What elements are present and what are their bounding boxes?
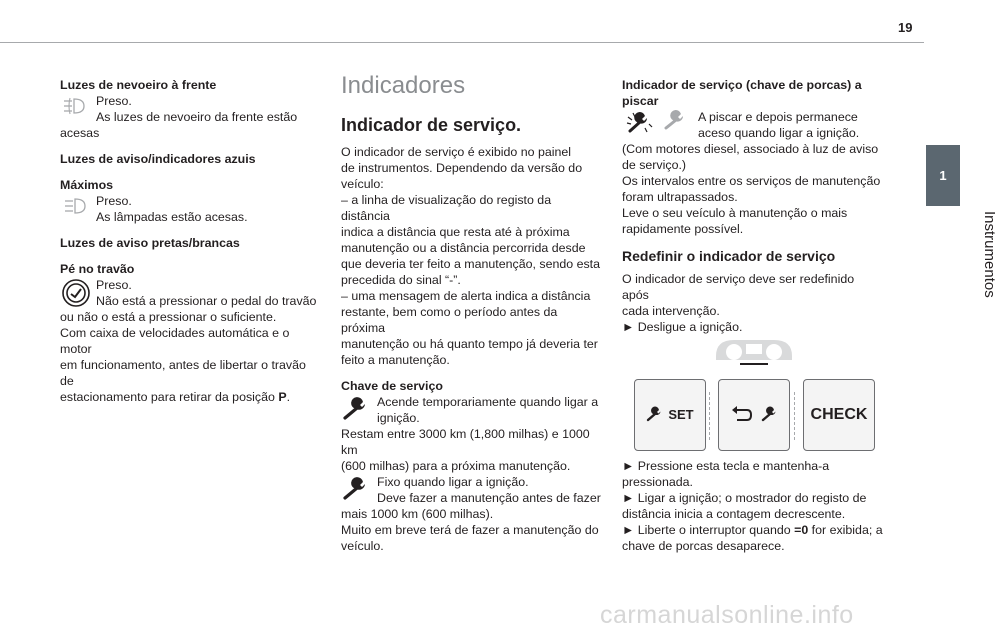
intro-line: manutenção ou há quanto tempo já deveria ter: [341, 337, 598, 351]
section-title: Indicadores: [341, 72, 466, 99]
check-button[interactable]: [803, 379, 875, 451]
step-line: [622, 522, 884, 538]
blue-warning-heading: Luzes de aviso/indicadores azuis: [60, 152, 256, 166]
key-a-text-1: Acende temporariamente quando ligar a: [377, 395, 599, 409]
brake-text-4: Com caixa de velocidades automática e o motor: [60, 326, 290, 356]
step-release-end: for exibida; a: [808, 523, 883, 537]
reset-text-2: cada intervenção.: [622, 304, 720, 318]
fog-lights-entry: [60, 93, 320, 141]
column-right: [622, 77, 884, 335]
front-fog-icon: [60, 95, 90, 117]
blink-text-1: A piscar e depois permanece: [698, 110, 858, 124]
dashboard-icon: [712, 336, 796, 370]
service-key-heading: Chave de serviço: [341, 379, 443, 393]
wrench-icon: [341, 398, 371, 422]
step-line: chave de porcas desaparece.: [622, 539, 785, 553]
step-line: pressionada.: [622, 475, 693, 489]
service-key-temporary: [341, 394, 603, 474]
chapter-title: Instrumentos: [981, 211, 998, 298]
intro-line: veículo:: [341, 177, 384, 191]
fog-text-1: Preso.: [96, 94, 132, 108]
brake-pedal-entry: [60, 277, 320, 405]
park-position: P: [278, 390, 287, 404]
wrench-icon: [761, 408, 779, 422]
brake-pedal-icon: [60, 278, 92, 308]
brake-text-5: em funcionamento, antes de libertar o travão de: [60, 358, 306, 388]
blink-text-2: aceso quando ligar a ignição.: [698, 126, 860, 140]
step-release: ► Liberte o interruptor quando: [622, 523, 795, 537]
key-a-text-2: ignição.: [377, 411, 420, 425]
reset-steps: [622, 458, 884, 554]
key-a-text-4: (600 milhas) para a próxima manutenção.: [341, 459, 571, 473]
black-warning-heading: Luzes de aviso pretas/brancas: [60, 236, 240, 250]
key-b-text-1: Fixo quando ligar a ignição.: [377, 475, 529, 489]
reset-heading: Redefinir o indicador de serviço: [622, 248, 836, 264]
blink-text-6: foram ultrapassados.: [622, 190, 738, 204]
reset-step-ignition-off: ► Desligue a ignição.: [622, 320, 743, 334]
blink-text-7: Leve o seu veículo à manutenção o mais: [622, 206, 848, 220]
header-rule: [0, 42, 924, 43]
blink-text-8: rapidamente possível.: [622, 222, 744, 236]
intro-line: O indicador de serviço é exibido no painel: [341, 145, 572, 159]
intro-line: precedida do sinal “-”.: [341, 273, 461, 287]
step-line: distância inicia a contagem decrescente.: [622, 507, 846, 521]
high-beam-entry: [60, 193, 320, 225]
fog-lights-heading: Luzes de nevoeiro à frente: [60, 78, 217, 92]
wrench-icon: [341, 478, 371, 502]
step-line: ► Pressione esta tecla e mantenha-a: [622, 459, 830, 473]
page-number: 19: [898, 20, 913, 35]
service-key-fixed: [341, 474, 603, 554]
brake-dot: .: [286, 390, 291, 404]
blink-text-5: Os intervalos entre os serviços de manutenção: [622, 174, 881, 188]
return-wrench-button[interactable]: [718, 379, 790, 451]
zero-value: =0: [794, 523, 809, 537]
brake-text-6a: estacionamento para retirar da posição: [60, 390, 279, 404]
fog-text-2: As luzes de nevoeiro da frente estão: [96, 110, 298, 124]
key-b-text-3: mais 1000 km (600 milhas).: [341, 507, 494, 521]
separator: [709, 392, 710, 440]
reset-text-1: O indicador de serviço deve ser redefinido após: [622, 272, 855, 302]
separator: [794, 392, 795, 440]
brake-pedal-heading: Pé no travão: [60, 262, 135, 276]
brake-text-1: Preso.: [96, 278, 132, 292]
return-arrow-icon: [729, 406, 753, 424]
service-intro: [341, 144, 603, 368]
intro-line: feito a manutenção.: [341, 353, 450, 367]
blink-entry: [622, 109, 884, 237]
set-button-label: SET: [668, 407, 694, 422]
step-line: ► Ligar a ignição; o mostrador do registo de: [622, 491, 867, 505]
intro-line: restante, bem como o período antes da próxima: [341, 305, 558, 335]
set-button[interactable]: [634, 379, 706, 451]
column-left: [60, 77, 320, 405]
key-b-text-4: Muito em breve terá de fazer a manutenção do: [341, 523, 599, 537]
key-b-text-5: veículo.: [341, 539, 384, 553]
high-beam-text-2: As lâmpadas estão acesas.: [96, 210, 248, 224]
check-button-label: CHECK: [810, 406, 868, 423]
fog-text-3: acesas: [60, 126, 100, 140]
service-indicator-heading: Indicador de serviço.: [341, 115, 522, 135]
brake-text-2: Não está a pressionar o pedal do travão: [96, 294, 317, 308]
key-a-text-3: Restam entre 3000 km (1,800 milhas) e 1000 km: [341, 427, 590, 457]
intro-line: indica a distância que resta até à próxima: [341, 225, 570, 239]
brake-text-3: ou não o está a pressionar o suficiente.: [60, 310, 277, 324]
intro-line: de instrumentos. Dependendo da versão do: [341, 161, 583, 175]
blink-text-4: de serviço.): [622, 158, 687, 172]
watermark: carmanualsonline.info: [600, 601, 854, 629]
intro-line: manutenção ou a distância percorrida desde: [341, 241, 586, 255]
high-beam-heading: Máximos: [60, 178, 114, 192]
blink-heading-2: piscar: [622, 94, 659, 108]
chapter-tab[interactable]: 1: [926, 145, 960, 206]
blink-heading-1: Indicador de serviço (chave de porcas) a: [622, 78, 862, 92]
intro-line: – a linha de visualização do registo da distância: [341, 193, 552, 223]
column-middle: [341, 72, 603, 554]
blink-text-3: (Com motores diesel, associado à luz de aviso: [622, 142, 879, 156]
brake-text-6: [60, 389, 320, 405]
intro-line: – uma mensagem de alerta indica a distância: [341, 289, 591, 303]
high-beam-text-1: Preso.: [96, 194, 132, 208]
intro-line: que deveria ter feito a manutenção, sendo esta: [341, 257, 600, 271]
key-b-text-2: Deve fazer a manutenção antes de fazer: [377, 491, 601, 505]
wrench-blink-icon: [622, 111, 692, 135]
wrench-icon: [646, 408, 664, 422]
high-beam-icon: [60, 195, 90, 217]
